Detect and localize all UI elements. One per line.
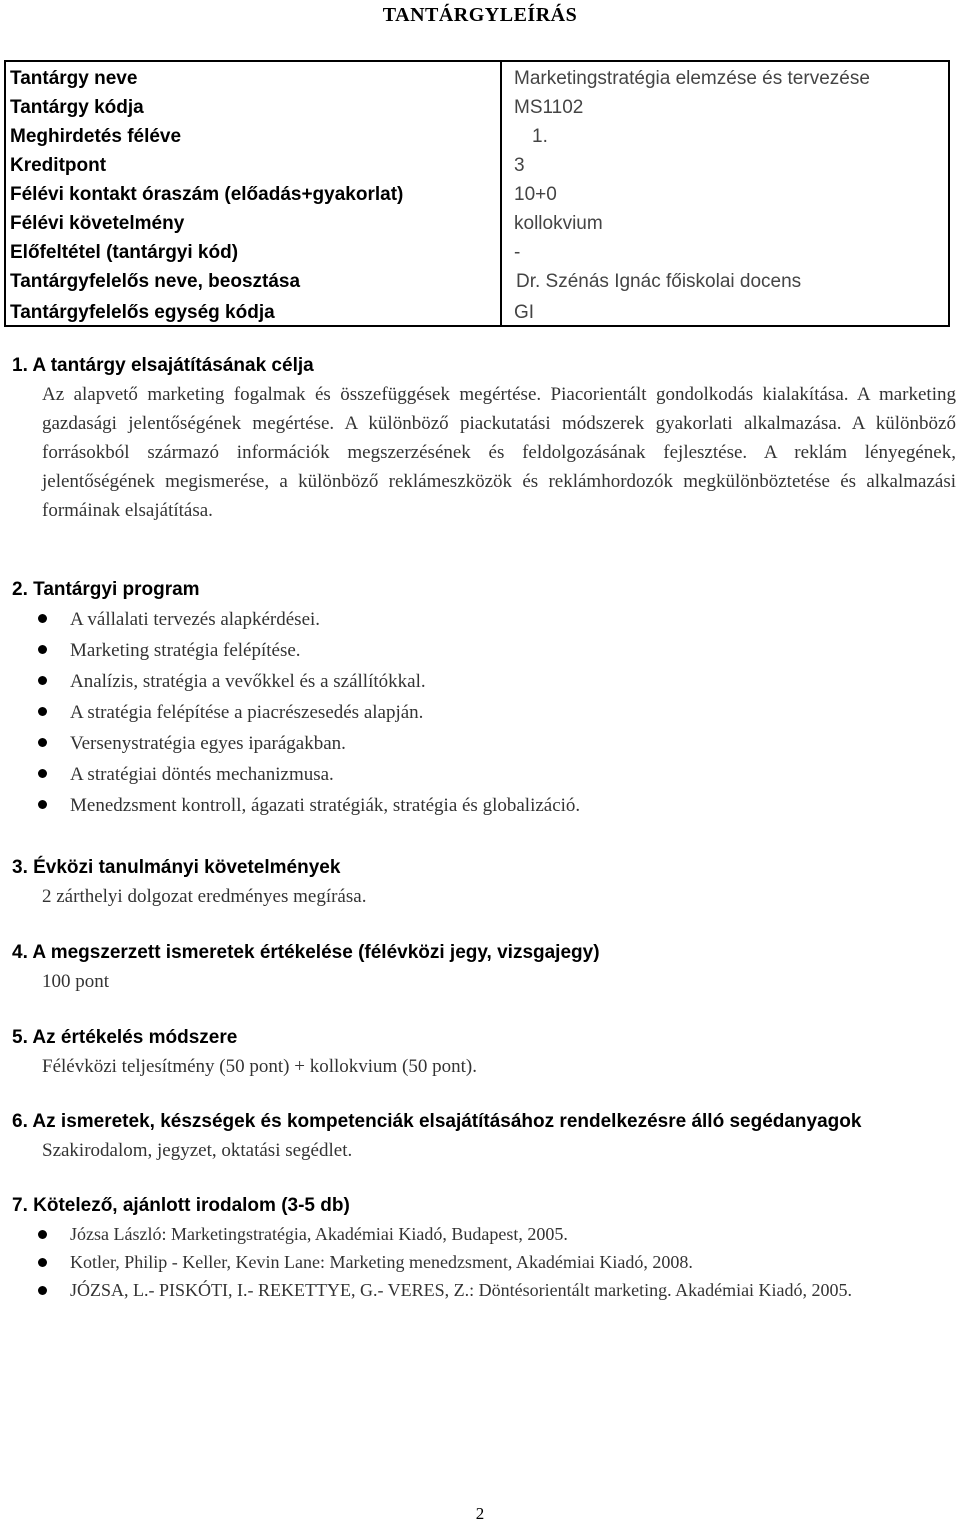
section-body: Szakirodalom, jegyzet, oktatási segédlet.	[42, 1140, 353, 1161]
page-title: TANTÁRGYLEÍRÁS	[382, 4, 578, 26]
section-evaluation	[12, 939, 956, 996]
section-title: 3. Évközi tanulmányi követelmények	[12, 857, 341, 878]
bullet-icon	[38, 1258, 47, 1267]
section-title: 1. A tantárgy elsajátításának célja	[12, 355, 314, 376]
bullet-icon	[38, 676, 47, 685]
info-label: Kreditpont	[5, 149, 501, 178]
table-row	[5, 236, 949, 265]
bullet-icon	[38, 1286, 47, 1295]
list-item: Analízis, stratégia a vevőkkel és a szállítókkal.	[12, 666, 956, 697]
bullet-icon	[38, 707, 47, 716]
table-row	[5, 149, 949, 178]
section-body: 2 zárthelyi dolgozat eredményes megírása.	[42, 886, 367, 907]
table-row	[5, 178, 949, 207]
section-title: 5. Az értékelés módszere	[12, 1027, 238, 1048]
section-evaluation-method	[12, 1024, 956, 1081]
info-value: 1.	[501, 120, 949, 149]
section-body: Az alapvető marketing fogalmak és összefüggések megértése. Piacorientált gondolkodás kialakítása. A marketing gazdasági jelentőségének megértése. A különböző piackutatási módszerek gyakorlati alkalmazása. A különböző forrásokból származó információk megszerzésének és feldolgozásának fejlesztése. A reklám lényegének, jelentőségének megismerése, a különböző reklámeszközök és reklámhordozók megkülönböztetése és alkalmazási formáinak elsajátítása.	[42, 384, 956, 521]
course-info-table	[4, 60, 950, 327]
list-item: Józsa László: Marketingstratégia, Akadémiai Kiadó, Budapest, 2005.	[12, 1220, 956, 1248]
section-course-program	[12, 576, 956, 821]
info-label: Tantárgyfelelős egység kódja	[5, 294, 501, 326]
program-list	[12, 604, 956, 821]
info-label: Tantárgyfelelős neve, beosztása	[5, 265, 501, 294]
section-title: 6. Az ismeretek, készségek és kompetenciák elsajátításához rendelkezésre álló segédanyagok	[12, 1111, 862, 1132]
page-number: 2	[475, 1504, 485, 1523]
bullet-icon	[38, 645, 47, 654]
info-label: Előfeltétel (tantárgyi kód)	[5, 236, 501, 265]
list-item: Menedzsment kontroll, ágazati stratégiák, stratégia és globalizáció.	[12, 790, 956, 821]
literature-list	[12, 1220, 956, 1304]
section-literature	[12, 1192, 956, 1304]
list-item: A vállalati tervezés alapkérdései.	[12, 604, 956, 635]
section-body: 100 pont	[42, 971, 110, 992]
table-row	[5, 294, 949, 326]
info-label: Tantárgy kódja	[5, 91, 501, 120]
info-value: Dr. Szénás Ignác főiskolai docens	[501, 265, 949, 294]
list-item: A stratégia felépítése a piacrészesedés alapján.	[12, 697, 956, 728]
list-item: Marketing stratégia felépítése.	[12, 635, 956, 666]
section-body: Félévközi teljesítmény (50 pont) + kollokvium (50 pont).	[42, 1056, 477, 1077]
info-label: Meghirdetés féléve	[5, 120, 501, 149]
info-value: 10+0	[501, 178, 949, 207]
info-label: Félévi kontakt óraszám (előadás+gyakorlat)	[5, 178, 501, 207]
list-item: JÓZSA, L.- PISKÓTI, I.- REKETTYE, G.- VERES, Z.: Döntésorientált marketing. Akadémiai Kiadó, 2005.	[12, 1276, 956, 1304]
table-row	[5, 91, 949, 120]
info-value: Marketingstratégia elemzése és tervezése	[501, 61, 949, 91]
info-value: GI	[501, 294, 949, 326]
list-item: Versenystratégia egyes iparágakban.	[12, 728, 956, 759]
section-title: 2. Tantárgyi program	[12, 579, 200, 600]
info-value: -	[501, 236, 949, 265]
list-item: A stratégiai döntés mechanizmusa.	[12, 759, 956, 790]
section-title: 7. Kötelező, ajánlott irodalom (3-5 db)	[12, 1195, 350, 1216]
bullet-icon	[38, 614, 47, 623]
info-value: 3	[501, 149, 949, 178]
list-item: Kotler, Philip - Keller, Kevin Lane: Marketing menedzsment, Akadémiai Kiadó, 2008.	[12, 1248, 956, 1276]
info-value: kollokvium	[501, 207, 949, 236]
table-row	[5, 265, 949, 294]
info-label: Félévi követelmény	[5, 207, 501, 236]
table-row	[5, 120, 949, 149]
bullet-icon	[38, 800, 47, 809]
table-row	[5, 61, 949, 91]
section-course-goal	[12, 352, 956, 525]
section-requirements	[12, 854, 956, 911]
table-row	[5, 207, 949, 236]
info-label: Tantárgy neve	[5, 61, 501, 91]
section-materials	[12, 1108, 956, 1165]
bullet-icon	[38, 738, 47, 747]
info-value: MS1102	[501, 91, 949, 120]
bullet-icon	[38, 1230, 47, 1239]
bullet-icon	[38, 769, 47, 778]
section-title: 4. A megszerzett ismeretek értékelése (félévközi jegy, vizsgajegy)	[12, 942, 600, 963]
